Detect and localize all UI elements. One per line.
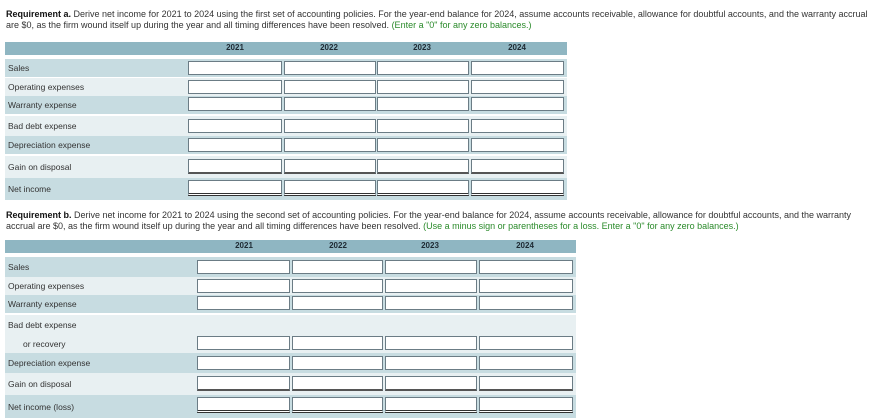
depreciation-expense-2024-input[interactable] bbox=[471, 138, 564, 152]
b-operating-expenses-2022-input[interactable] bbox=[292, 279, 383, 293]
row-label: Bad debt expense bbox=[5, 315, 77, 335]
table-b-row-or-recovery bbox=[5, 335, 576, 353]
table-a-row-net-income bbox=[5, 178, 567, 200]
b-warranty-expense-2021-input[interactable] bbox=[197, 296, 290, 310]
row-label: Bad debt expense bbox=[5, 116, 77, 136]
depreciation-expense-2021-input[interactable] bbox=[188, 138, 282, 152]
gain-on-disposal-2023-input[interactable] bbox=[377, 159, 469, 174]
gain-on-disposal-2021-input[interactable] bbox=[188, 159, 282, 174]
table-a-row-depreciation-expense bbox=[5, 136, 567, 154]
bad-debt-expense-2024-input[interactable] bbox=[471, 119, 564, 133]
b-warranty-expense-2022-input[interactable] bbox=[292, 296, 383, 310]
b-depreciation-expense-2024-input[interactable] bbox=[479, 356, 573, 370]
b-net-income-2022-input[interactable] bbox=[292, 397, 383, 413]
row-label: Depreciation expense bbox=[5, 136, 90, 154]
gain-on-disposal-2022-input[interactable] bbox=[284, 159, 376, 174]
table-b-row-depreciation-expense bbox=[5, 353, 576, 373]
b-net-income-2021-input[interactable] bbox=[197, 397, 290, 413]
requirement-a-hint: (Enter a "0" for any zero balances.) bbox=[391, 20, 532, 30]
table-b-row-sales bbox=[5, 257, 576, 277]
row-label: Net income (loss) bbox=[5, 395, 74, 418]
net-income-2024-input[interactable] bbox=[471, 180, 564, 196]
b-operating-expenses-2023-input[interactable] bbox=[385, 279, 477, 293]
table-b-year-2022: 2022 bbox=[329, 241, 347, 250]
b-warranty-expense-2023-input[interactable] bbox=[385, 296, 477, 310]
b-bad-debt-2022-input[interactable] bbox=[292, 336, 383, 350]
table-b-year-2021: 2021 bbox=[235, 241, 253, 250]
b-bad-debt-2023-input[interactable] bbox=[385, 336, 477, 350]
requirement-a-body: Derive net income for 2021 to 2024 using the first set of accounting policies. For the year-end balance for 2024, assume accounts receivable, allowance for doubtful accounts, and the warranty accrual are $0, as the firm wound itself up during the year and all timing differences have been resolved. bbox=[6, 9, 868, 30]
row-label: Operating expenses bbox=[5, 78, 84, 96]
b-sales-2023-input[interactable] bbox=[385, 260, 477, 274]
b-depreciation-expense-2022-input[interactable] bbox=[292, 356, 383, 370]
b-sales-2024-input[interactable] bbox=[479, 260, 573, 274]
sales-2022-input[interactable] bbox=[284, 61, 376, 75]
bad-debt-expense-2023-input[interactable] bbox=[377, 119, 469, 133]
b-gain-on-disposal-2021-input[interactable] bbox=[197, 376, 290, 391]
b-depreciation-expense-2021-input[interactable] bbox=[197, 356, 290, 370]
depreciation-expense-2023-input[interactable] bbox=[377, 138, 469, 152]
b-gain-on-disposal-2023-input[interactable] bbox=[385, 376, 477, 391]
requirement-b-text bbox=[6, 210, 872, 232]
table-a-row-operating-expenses bbox=[5, 78, 567, 96]
bad-debt-expense-2022-input[interactable] bbox=[284, 119, 376, 133]
b-gain-on-disposal-2022-input[interactable] bbox=[292, 376, 383, 391]
row-label: Operating expenses bbox=[5, 277, 84, 295]
warranty-expense-2021-input[interactable] bbox=[188, 97, 282, 111]
table-a-row-warranty-expense bbox=[5, 96, 567, 114]
gain-on-disposal-2024-input[interactable] bbox=[471, 159, 564, 174]
table-a-year-2024: 2024 bbox=[508, 43, 526, 52]
table-a-year-2022: 2022 bbox=[320, 43, 338, 52]
table-a bbox=[5, 42, 567, 200]
row-label: Warranty expense bbox=[5, 96, 77, 114]
sales-2024-input[interactable] bbox=[471, 61, 564, 75]
b-bad-debt-2021-input[interactable] bbox=[197, 336, 290, 350]
operating-expenses-2023-input[interactable] bbox=[377, 80, 469, 94]
table-b bbox=[5, 240, 576, 418]
table-a-year-2021: 2021 bbox=[226, 43, 244, 52]
row-label: Sales bbox=[5, 59, 29, 77]
table-a-year-2023: 2023 bbox=[413, 43, 431, 52]
table-b-row-warranty-expense bbox=[5, 295, 576, 313]
b-depreciation-expense-2023-input[interactable] bbox=[385, 356, 477, 370]
depreciation-expense-2022-input[interactable] bbox=[284, 138, 376, 152]
row-label: or recovery bbox=[5, 335, 66, 353]
row-label: Gain on disposal bbox=[5, 156, 71, 178]
row-label: Warranty expense bbox=[5, 295, 77, 313]
b-net-income-2023-input[interactable] bbox=[385, 397, 477, 413]
operating-expenses-2021-input[interactable] bbox=[188, 80, 282, 94]
row-label: Sales bbox=[5, 257, 29, 277]
table-b-row-bad-debt-expense bbox=[5, 315, 576, 335]
b-net-income-2024-input[interactable] bbox=[479, 397, 573, 413]
warranty-expense-2022-input[interactable] bbox=[284, 97, 376, 111]
table-b-row-operating-expenses bbox=[5, 277, 576, 295]
b-sales-2022-input[interactable] bbox=[292, 260, 383, 274]
table-a-row-gain-on-disposal bbox=[5, 156, 567, 178]
b-operating-expenses-2021-input[interactable] bbox=[197, 279, 290, 293]
b-sales-2021-input[interactable] bbox=[197, 260, 290, 274]
requirement-a-text bbox=[6, 9, 872, 31]
requirement-b-body: Derive net income for 2021 to 2024 using the second set of accounting policies. For the year-end balance for 2024, assume accounts receivable, allowance for doubtful accounts, and the warranty accrual are $0, as the firm wound itself up during the year and all timing differences have been resolved. bbox=[6, 210, 851, 231]
b-operating-expenses-2024-input[interactable] bbox=[479, 279, 573, 293]
table-b-row-gain-on-disposal bbox=[5, 373, 576, 395]
bad-debt-expense-2021-input[interactable] bbox=[188, 119, 282, 133]
row-label: Depreciation expense bbox=[5, 353, 90, 373]
operating-expenses-2022-input[interactable] bbox=[284, 80, 376, 94]
table-b-row-net-income-loss bbox=[5, 395, 576, 418]
b-bad-debt-2024-input[interactable] bbox=[479, 336, 573, 350]
warranty-expense-2023-input[interactable] bbox=[377, 97, 469, 111]
row-label: Net income bbox=[5, 178, 51, 200]
table-b-year-2023: 2023 bbox=[421, 241, 439, 250]
table-b-year-2024: 2024 bbox=[516, 241, 534, 250]
b-gain-on-disposal-2024-input[interactable] bbox=[479, 376, 573, 391]
row-label: Gain on disposal bbox=[5, 373, 71, 395]
table-a-row-sales bbox=[5, 59, 567, 77]
table-a-row-bad-debt-expense bbox=[5, 116, 567, 136]
requirement-b-hint: (Use a minus sign or parentheses for a loss. Enter a "0" for any zero balances.) bbox=[423, 221, 739, 231]
net-income-2021-input[interactable] bbox=[188, 180, 282, 196]
sales-2021-input[interactable] bbox=[188, 61, 282, 75]
requirement-b-label: Requirement b. bbox=[6, 210, 72, 220]
requirement-a-label: Requirement a. bbox=[6, 9, 72, 19]
sales-2023-input[interactable] bbox=[377, 61, 469, 75]
operating-expenses-2024-input[interactable] bbox=[471, 80, 564, 94]
warranty-expense-2024-input[interactable] bbox=[471, 97, 564, 111]
table-b-header bbox=[5, 240, 576, 253]
b-warranty-expense-2024-input[interactable] bbox=[479, 296, 573, 310]
net-income-2022-input[interactable] bbox=[284, 180, 376, 196]
table-a-header bbox=[5, 42, 567, 55]
net-income-2023-input[interactable] bbox=[377, 180, 469, 196]
